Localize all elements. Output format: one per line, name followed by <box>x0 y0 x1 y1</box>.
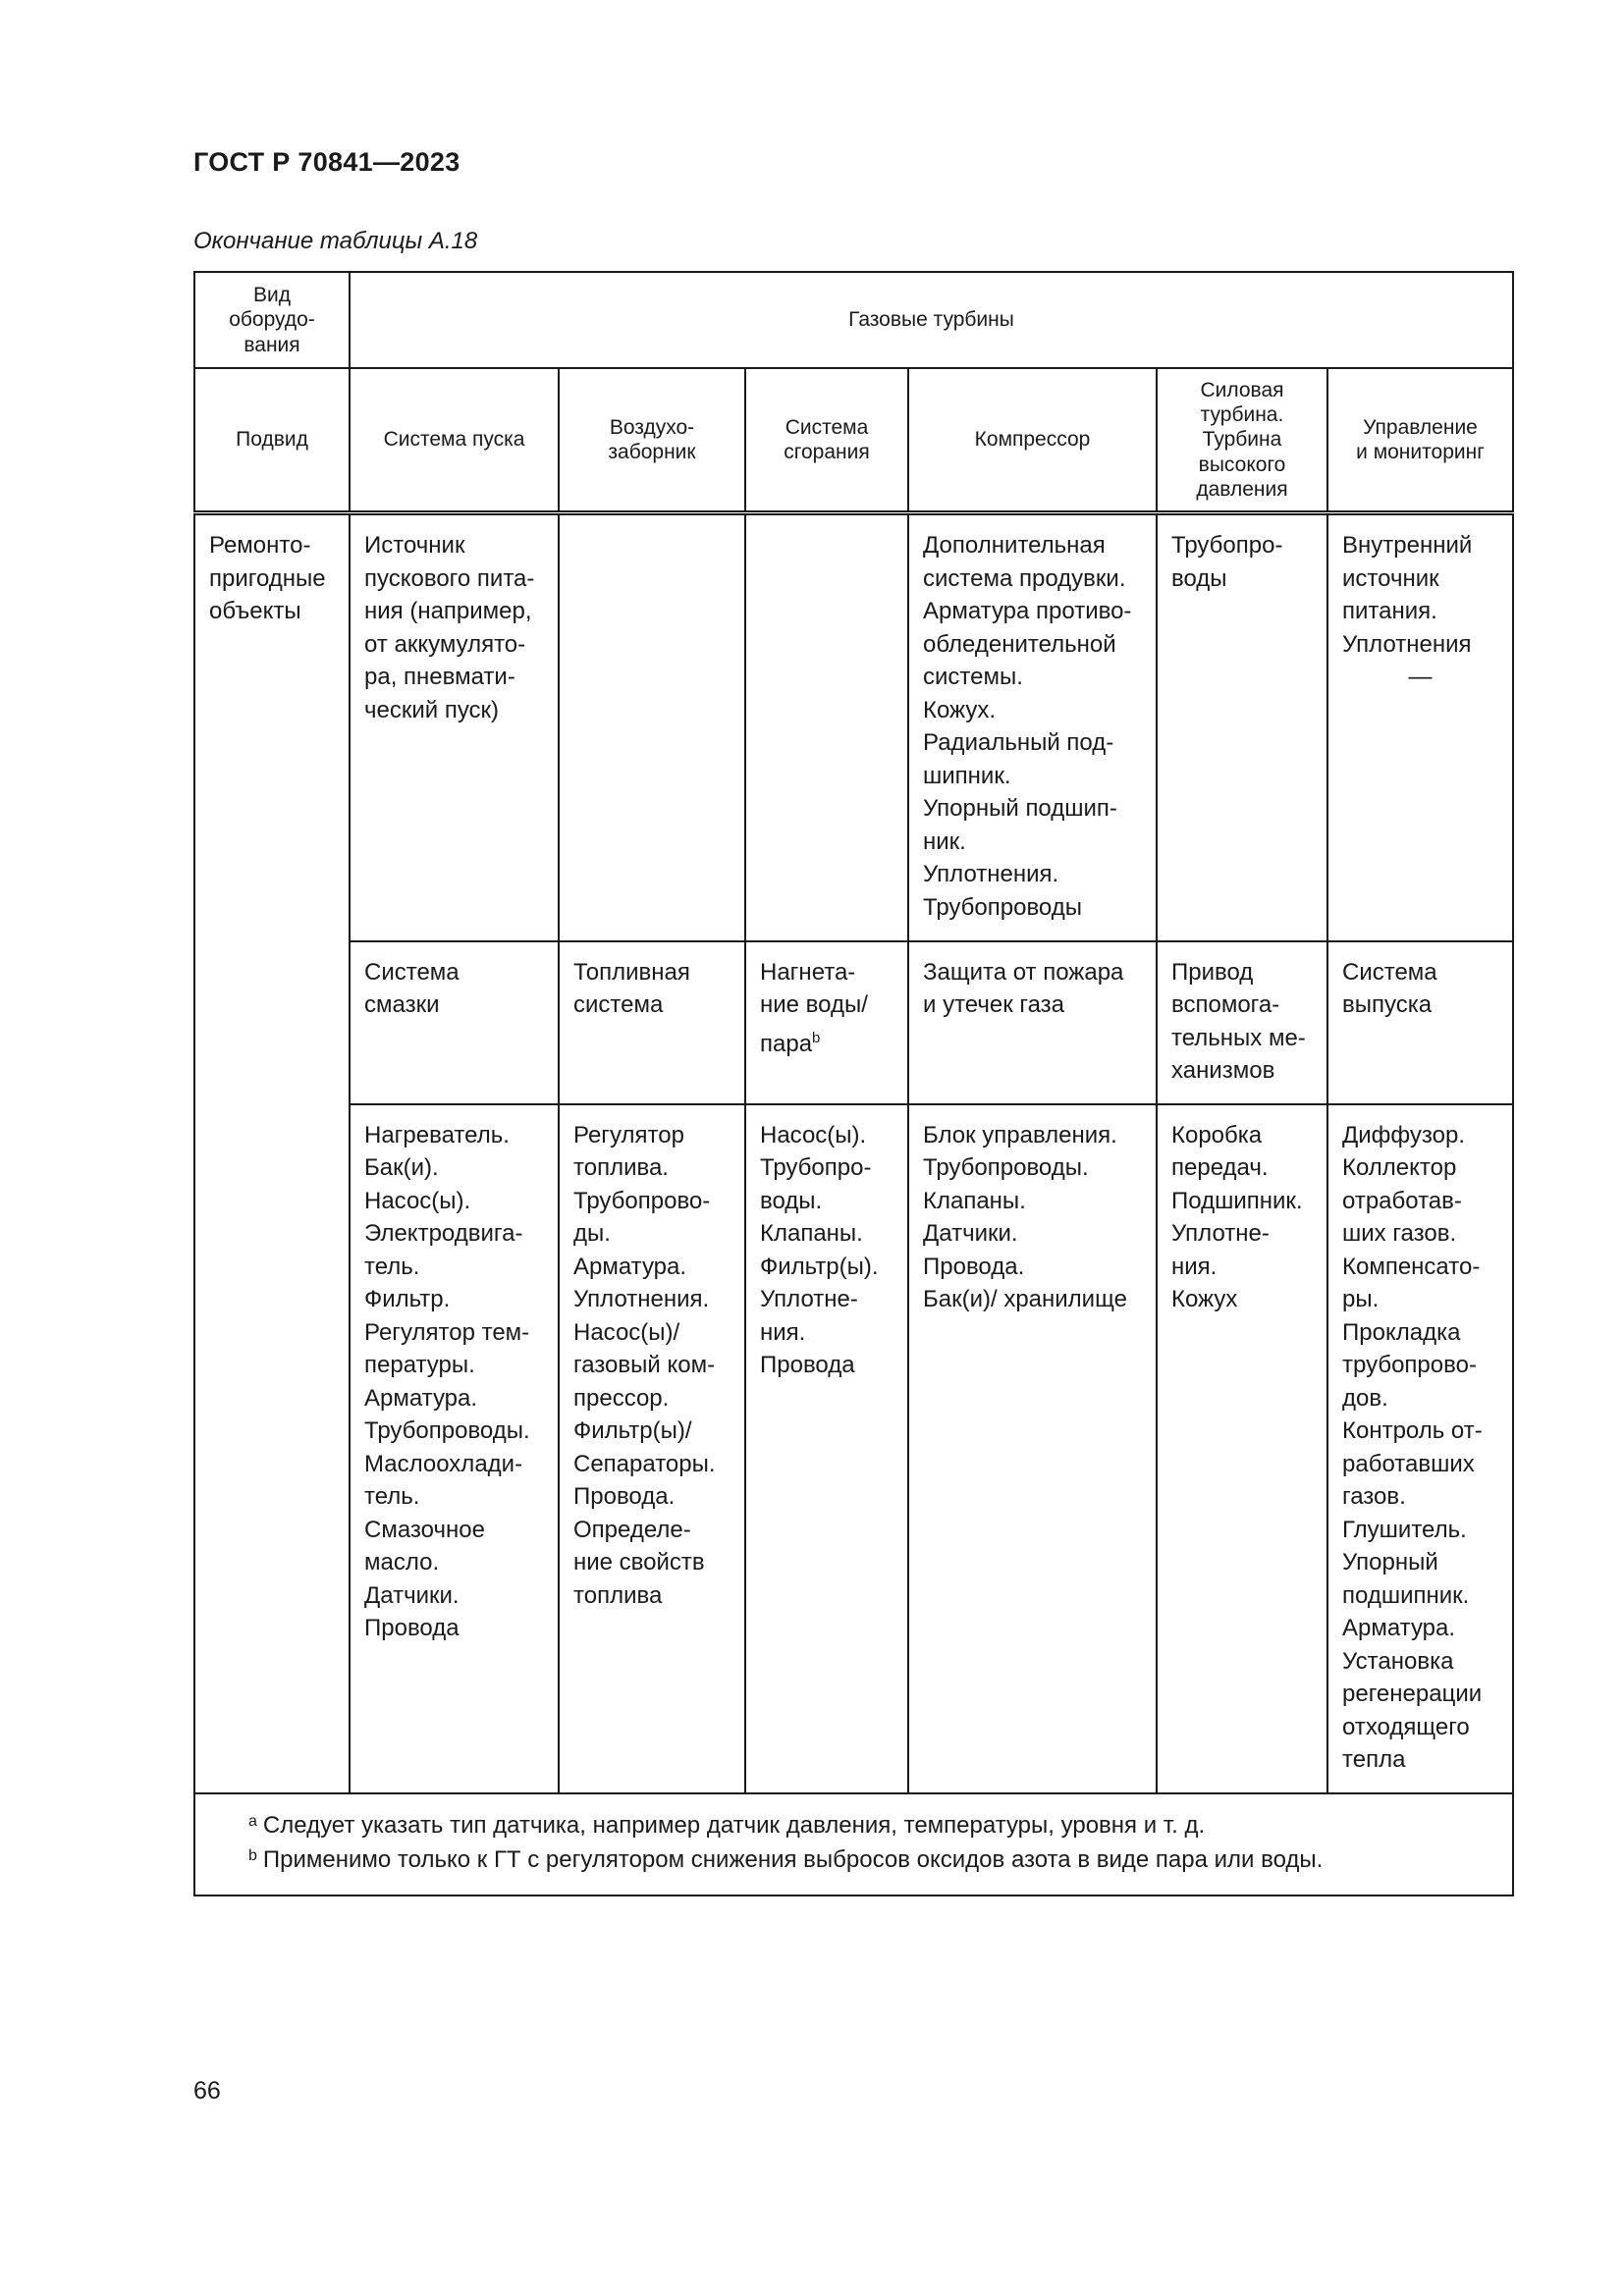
cell-r1-start-system: Источник пускового пита- ния (например, от аккумулято- ра, пневмати- ческий пуск) <box>350 513 559 941</box>
cell-r1-air-intake <box>559 513 745 941</box>
header-gas-turbines: Газовые турбины <box>350 272 1513 368</box>
cell-r3-power-turbine: Коробка передач. Подшипник. Уплотне- ния. Кожух <box>1157 1104 1327 1793</box>
cell-r2-power-turbine: Привод вспомога- тельных ме- ханизмов <box>1157 941 1327 1104</box>
cell-r3-start-system: Нагреватель. Бак(и). Насос(ы). Электродвига- тель. Фильтр. Регулятор тем- пературы. Арматура. Трубопроводы. Маслоохлади- тель. Смазочное масло. Датчики. Провода <box>350 1104 559 1793</box>
cell-r2-combustion: Нагнета- ние воды/ пара$^b$ <box>745 941 908 1104</box>
header-power-turbine: Силовая турбина. Турбина высокого давления <box>1157 368 1327 513</box>
cell-r1-compressor: Дополнительная система продувки. Арматура противо- обледенительной системы. Кожух. Радиальный под- шипник. Упорный подшип- ник. Уплотнения. Трубопроводы <box>908 513 1157 941</box>
cell-r3-compressor: Блок управления. Трубопроводы. Клапаны. Датчики. Провода. Бак(и)/ хранилище <box>908 1104 1157 1793</box>
row-label-repairable: Ремонто- пригодные объекты <box>194 513 350 1793</box>
equipment-table <box>193 271 1514 1896</box>
table-caption: Окончание таблицы А.18 <box>193 228 478 254</box>
header-combustion-system: Система сгорания <box>745 368 908 513</box>
cell-r2-compressor: Защита от пожара и утечек газа <box>908 941 1157 1104</box>
cell-r2-air-intake: Топливная система <box>559 941 745 1104</box>
footnote-a: $^a$ Следует указать тип датчика, например датчик давления, температуры, уровня и т. д. <box>248 1811 1206 1839</box>
header-subtype: Подвид <box>194 368 350 513</box>
footnote-b: $^b$ Применимо только к ГТ с регулятором снижения выбросов оксидов азота в виде пара или воды. <box>248 1845 1324 1873</box>
header-compressor: Компрессор <box>908 368 1157 513</box>
cell-r3-combustion: Насос(ы). Трубопро- воды. Клапаны. Фильтр(ы). Уплотне- ния. Провода <box>745 1104 908 1793</box>
cell-r3-air-intake: Регулятор топлива. Трубопрово- ды. Арматура. Уплотнения. Насос(ы)/ газовый ком- прессор. Фильтр(ы)/ Сепараторы. Провода. Определе- ние свойств топлива <box>559 1104 745 1793</box>
cell-r2-start-system: Система смазки <box>350 941 559 1104</box>
page-number: 66 <box>193 2077 221 2105</box>
cell-r3-control: Диффузор. Коллектор отработав- ших газов. Компенсато- ры. Прокладка трубопрово- дов. Контроль от- работавших газов. Глушитель. Упорный подшипник. Арматура. Установка регенерации отходящего тепла <box>1327 1104 1513 1793</box>
cell-r1-control: Внутренний источник питания. Уплотнения — <box>1327 513 1513 941</box>
header-equipment-type: Вид оборудо- вания <box>194 272 350 368</box>
footnote-mark-b: b <box>812 1029 821 1046</box>
cell-r1-power-turbine: Трубопро- воды <box>1157 513 1327 941</box>
document-header: ГОСТ Р 70841—2023 <box>193 147 460 177</box>
cell-r1-combustion <box>745 513 908 941</box>
header-air-intake: Воздухо- заборник <box>559 368 745 513</box>
cell-r2-control: Система выпуска <box>1327 941 1513 1104</box>
header-control-monitoring: Управление и мониторинг <box>1327 368 1513 513</box>
dash-mark: — <box>1408 664 1433 690</box>
header-start-system: Система пуска <box>350 368 559 513</box>
table-footnotes <box>194 1793 1513 1896</box>
